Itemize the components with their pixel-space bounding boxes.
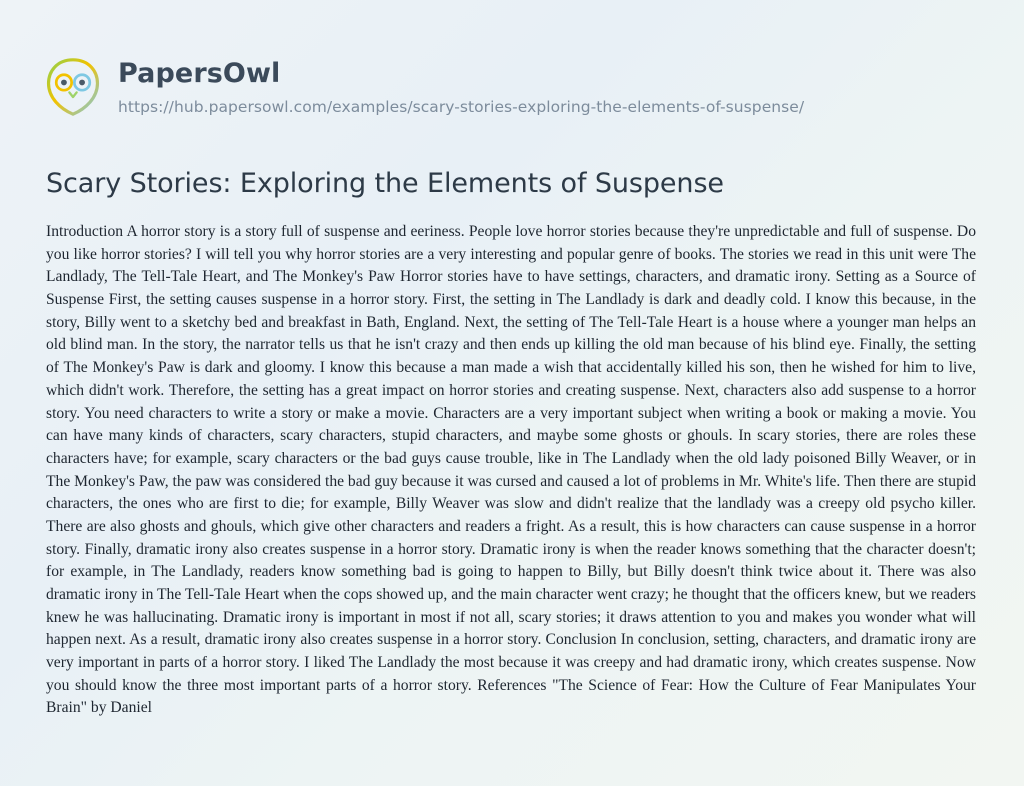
site-header bbox=[0, 0, 1024, 118]
brand-block bbox=[118, 52, 804, 116]
article-body: Introduction A horror story is a story full of suspense and eeriness. People love horror stories because they're unpredictable and full of suspense. Do you like horror stories? I will tell you why horror stories are a very interesting and popular genre of books. The stories we read in this unit were The Landlady, The Tell-Tale Heart, and The Monkey's Paw Horror stories have to have settings, characters, and dramatic irony. Setting as a Source of Suspense First, the setting causes suspense in a horror story. First, the setting in The Landlady is dark and deadly cold. I know this because, in the story, Billy went to a sketchy bed and breakfast in Bath, England. Next, the setting of The Tell-Tale Heart is a house where a younger man helps an old blind man. In the story, the narrator tells us that he isn't crazy and then ends up killing the old man because of his blind eye. Finally, the setting of The Monkey's Paw is dark and gloomy. I know this because a man made a wish that accidentally killed his son, then he wished for him to live, which didn't work. Therefore, the setting has a great impact on horror stories and creating suspense. Next, characters also add suspense to a horror story. You need characters to write a story or make a movie. Characters are a very important subject when writing a book or making a movie. You can have many kinds of characters, scary characters, stupid characters, and maybe some ghosts or ghouls. In scary stories, there are roles these characters have; for example, scary characters or the bad guys cause trouble, like in The Landlady when the old lady poisoned Billy Weaver, or in The Monkey's Paw, the paw was considered the bad guy because it was cursed and caused a lot of problems in Mr. White's life. Then there are stupid characters, the ones who are first to die; for example, Billy Weaver was slow and didn't realize that the landlady was a creepy old psycho killer. There are also ghosts and ghouls, which give other characters and readers a fright. As a result, this is how characters can cause suspense in a horror story. Finally, dramatic irony also creates suspense in a horror story. Dramatic irony is when the reader knows something that the character doesn't; for example, in The Landlady, readers know something bad is going to happen to Billy, but Billy doesn't think twice about it. There was also dramatic irony in The Tell-Tale Heart when the cops showed up, and the main character went crazy; he thought that the officers knew, but we readers knew he was hallucinating. Dramatic irony is important in most if not all, scary stories; it draws attention to you and makes you wonder what will happen next. As a result, dramatic irony also creates suspense in a horror story. Conclusion In conclusion, setting, characters, and dramatic irony are very important in parts of a horror story. I liked The Landlady the most because it was creepy and had dramatic irony, which creates suspense. Now you should know the three most important parts of a horror story. References "The Science of Fear: How the Culture of Fear Manipulates Your Brain" by Daniel bbox=[46, 223, 976, 717]
page-title: Scary Stories: Exploring the Elements of Suspense bbox=[46, 168, 724, 199]
document-content bbox=[0, 168, 1024, 720]
owl-logo-icon bbox=[44, 56, 102, 118]
source-url[interactable]: https://hub.papersowl.com/examples/scary-stories-exploring-the-elements-of-suspense/ bbox=[118, 98, 805, 116]
brand-name: PapersOwl bbox=[118, 58, 281, 89]
